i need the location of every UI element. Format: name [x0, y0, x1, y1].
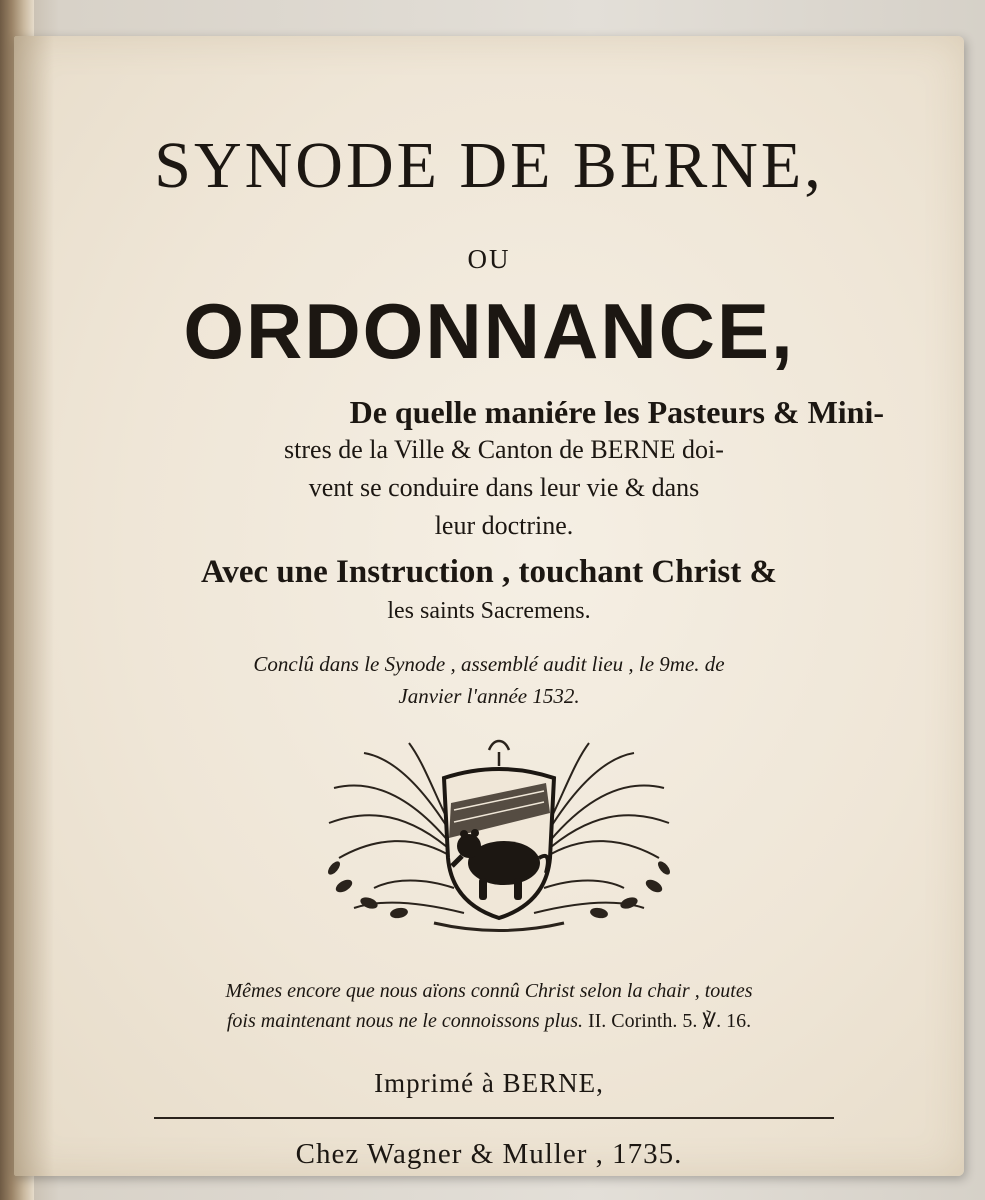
instruction-heading: Avec une Instruction , touchant Christ &	[201, 554, 777, 590]
subtitle-line: De quelle maniére les Pasteurs & Mini-	[349, 394, 884, 430]
ribbon	[434, 923, 564, 931]
scripture-quote	[14, 976, 964, 1036]
crest-ornament	[489, 741, 509, 766]
imprint-place: Imprimé à BERNE,	[374, 1068, 604, 1098]
imprint-publisher: Chez Wagner & Muller , 1735.	[295, 1138, 683, 1170]
title-conjunction: OU	[467, 244, 511, 274]
conclusion-line: Conclû dans le Synode , assemblé audit lieu , le 9me. de	[253, 652, 725, 676]
quote-line: fois maintenant nous ne le connoissons plus.	[226, 1010, 583, 1032]
left-leaves	[326, 859, 409, 919]
bern-bear-coat-of-arms-icon	[314, 738, 684, 938]
subtitle-block	[124, 394, 884, 545]
quote-reference: II. Corinth. 5. ℣. 16.	[587, 1010, 752, 1032]
subtitle-line: leur doctrine.	[434, 511, 574, 540]
subtitle-line: vent se conduire dans leur vie & dans	[308, 473, 700, 502]
title-page	[14, 36, 964, 1176]
main-title: ORDONNANCE,	[183, 287, 795, 375]
right-leaves	[589, 859, 672, 919]
quote-line: Mêmes encore que nous aïons connû Christ selon la chair , toutes	[225, 980, 753, 1002]
conclusion-line: Janvier l'année 1532.	[398, 684, 580, 708]
book-title: SYNODE DE BERNE,	[154, 129, 824, 202]
conclusion-note	[14, 648, 964, 712]
instruction-subheading: les saints Sacremens.	[387, 598, 591, 624]
subtitle-line: stres de la Ville & Canton de BERNE doi-	[284, 435, 724, 464]
divider-rule	[154, 1117, 834, 1119]
